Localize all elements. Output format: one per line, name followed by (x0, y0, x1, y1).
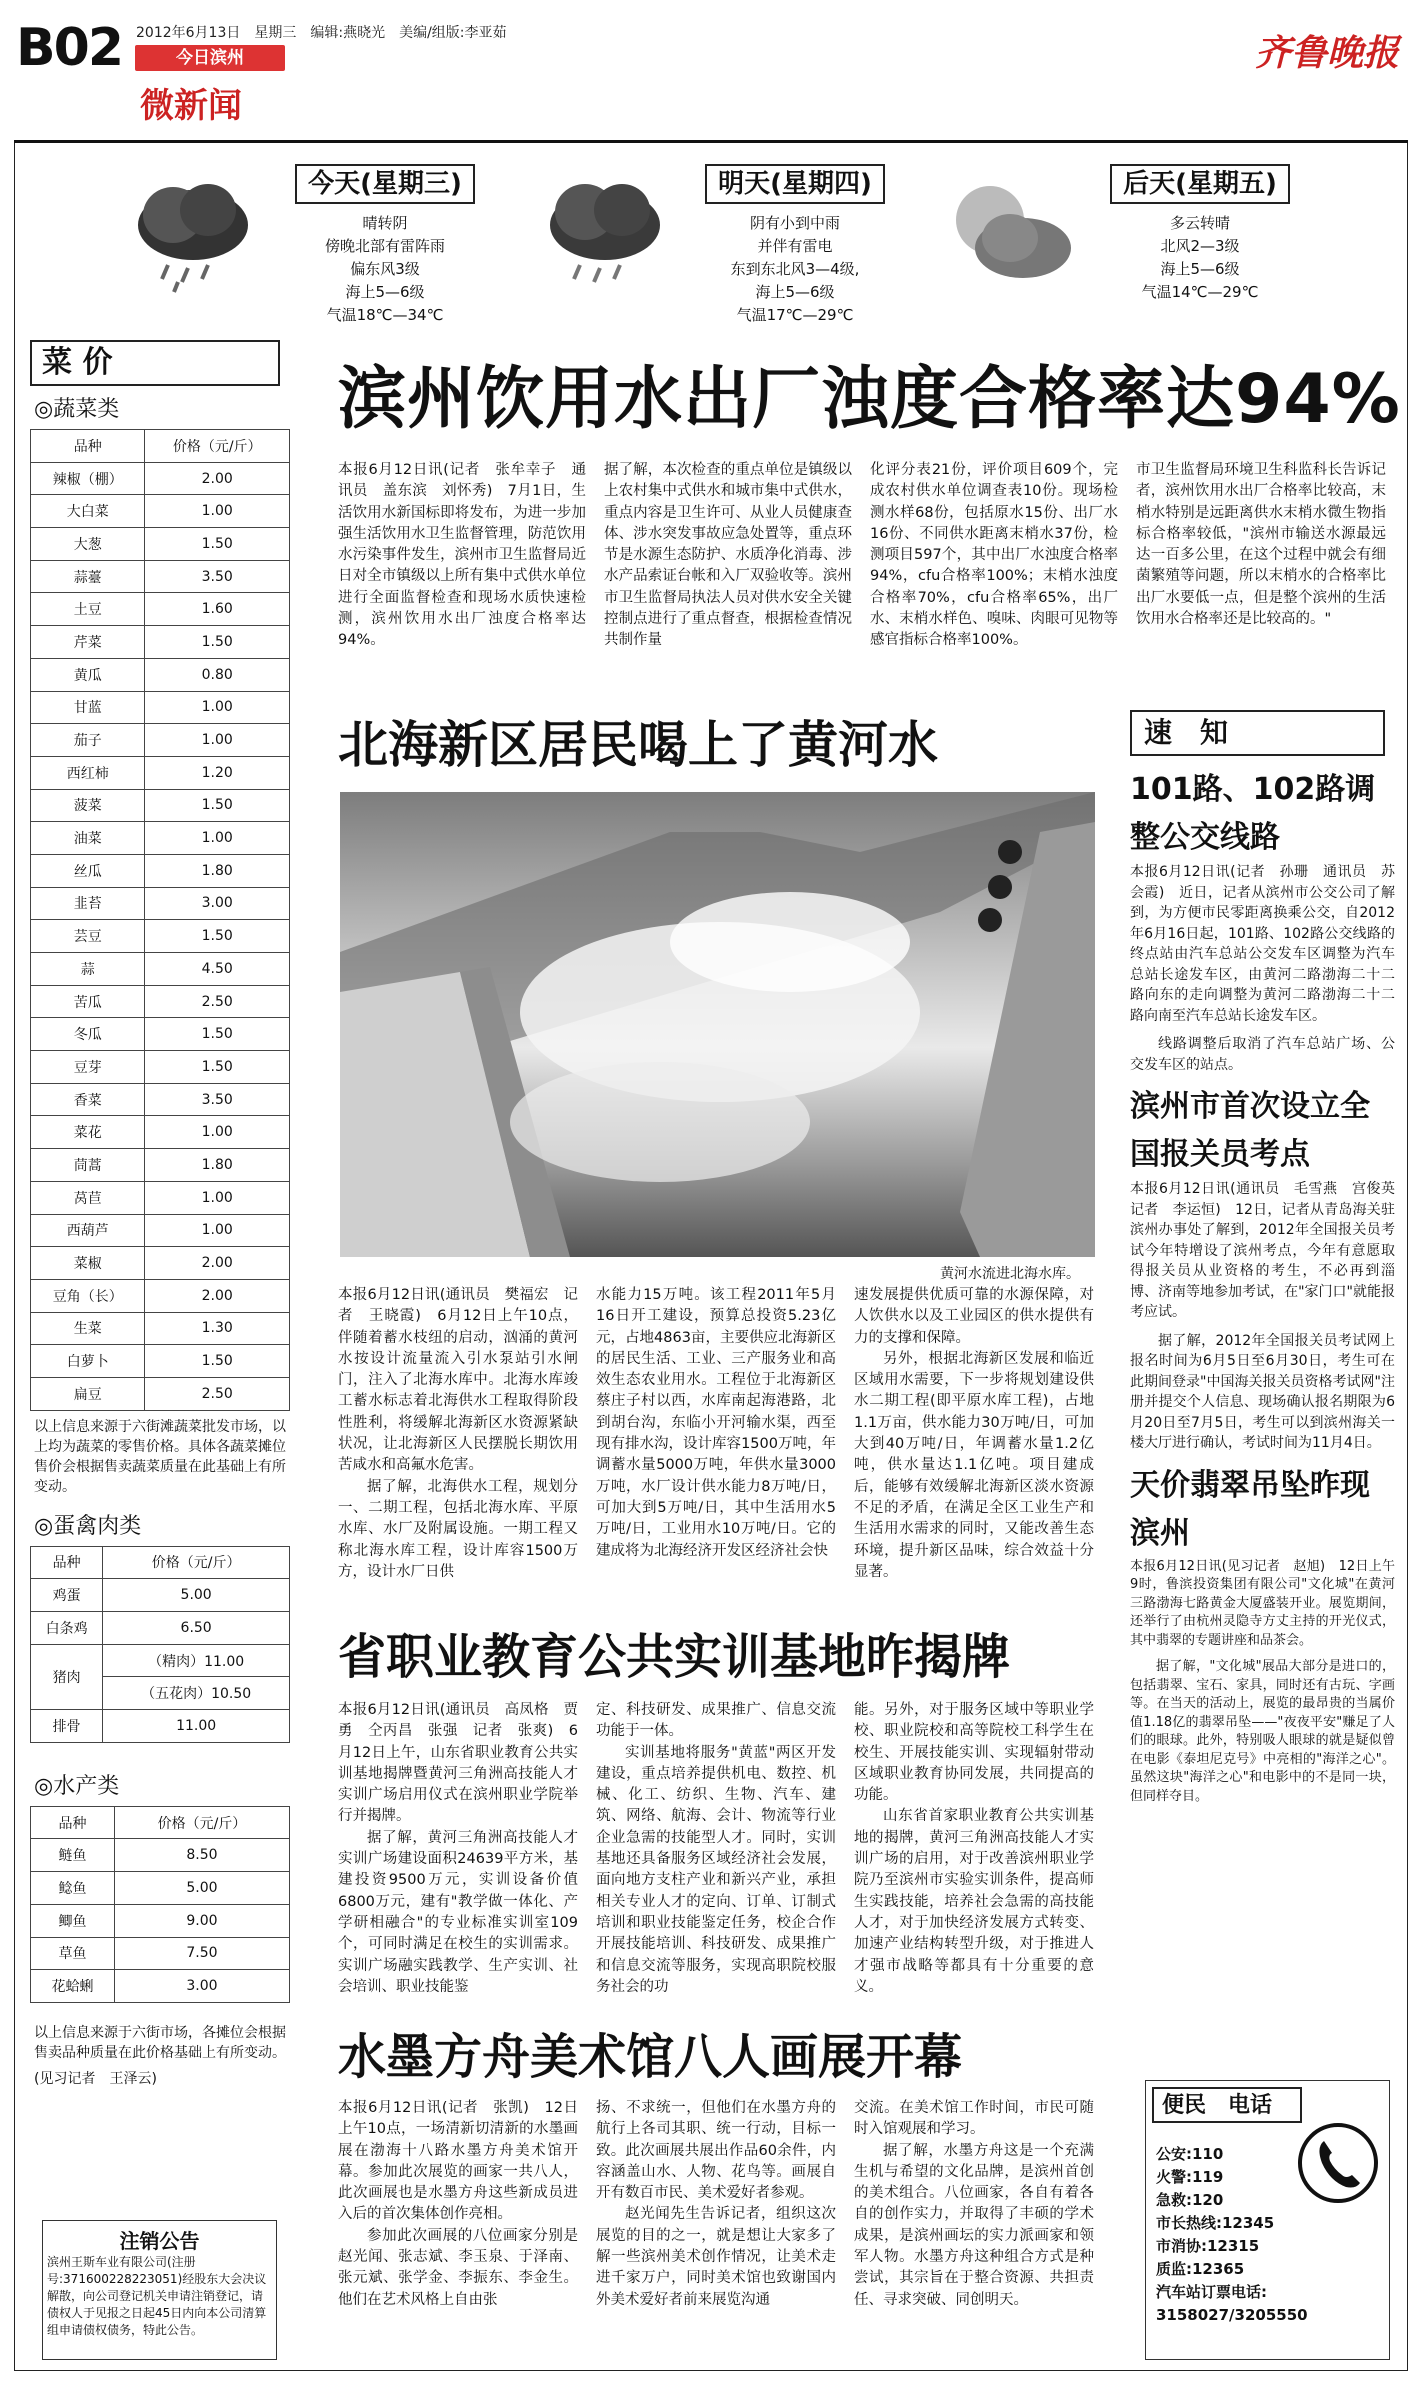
table-row (31, 1247, 290, 1280)
table-cell: 1.00 (145, 691, 290, 724)
table-row (31, 985, 290, 1018)
table-row (31, 1312, 290, 1345)
news2-body: 本报6月12日讯(通讯员 毛雪燕 宫俊英 记者 李运恒) 12日，记者从青岛海关驻滨州办事处了解到，2012年全国报关员考试今年特增设了滨州考点，今年有意愿取得报关员从业资格的考生，不必再到淄博、济南等地参加考试，在"家门口"就能报考应试。 (1130, 1181, 1409, 1320)
table-cell: 生菜 (31, 1312, 145, 1345)
article1-col4: 市卫生监督局环境卫生科监科长告诉记者，滨州饮用水出厂合格率比较高，末梢水特别是远距离供水末梢水微生物指标合格率较低，"滨州市输送水源最远达一百多公里，在这个过程中就会有细菌繁殖等问题，所以末梢水的合格率比出厂水要低一点，但是整个滨州的生活饮用水合格率还是比较高的。" (1136, 462, 1386, 628)
hotline-list: 公安:110 火警:119 急救:120 市长热线:12345 市消协:12315 质监:12365 汽车站订票电话: 3158027/3205550 (1156, 2145, 1308, 2324)
table-cell: 鲫鱼 (31, 1904, 115, 1937)
price-title: 菜 价 (30, 340, 280, 386)
article4-col1: 本报6月12日讯(记者 张凯) 12日上午10点，一场清新切清新的水墨画展在渤海十八路水墨方舟美术馆开幕。参加此次展览的画家一共八人，此次画展也是水墨方舟这些新成员进入后的首次集体创作亮相。 参加此次画展的八位画家分别是赵光闻、张志斌、李玉泉、于泽南、张元斌、张学金、李振东、李金生。他们在艺术风格上自由张 (338, 2100, 578, 2308)
table-row (31, 1018, 290, 1051)
table-row (31, 691, 290, 724)
weather-today (120, 160, 500, 335)
table-cell: 1.00 (145, 822, 290, 855)
article2-col1: 本报6月12日讯(通讯员 樊福宏 记者 王晓霞) 6月12日上午10点，伴随着蓄水枝纽的启动，汹涌的黄河水按设计流量流入引水泵站引水闸门，注入了北海水库中。北海水库竣工蓄水标志着北海供水工程取得阶段性胜利，将缓解北海新区水资源紧缺状况，让北海新区人民摆脱长期饮用苦咸水和高氟水危害。 据了解，北海供水工程，规划分一、二期工程，包括北海水库、平原水库、水厂及附属设施。一期工程又称北海水库工程，设计库容1500万方，设计水厂日供 (338, 1287, 578, 1580)
table-row (31, 1279, 290, 1312)
table-row (31, 1904, 290, 1937)
fish-note: 以上信息来源于六街市场，各摊位会根据售卖品种质量在此价格基础上有所变动。 (34, 2024, 286, 2061)
table-cell: 1.80 (145, 854, 290, 887)
article1-title: 滨州饮用水出厂浊度合格率达94% (338, 360, 1401, 439)
veg-category-title: ◎蔬菜类 (34, 397, 120, 422)
table-cell: 1.60 (145, 593, 290, 626)
table-cell: 7.50 (114, 1937, 289, 1970)
table-cell: 2.00 (145, 462, 290, 495)
table-cell: 莴苣 (31, 1181, 145, 1214)
table-row (31, 1149, 290, 1182)
article4-col3: 交流。在美术馆工作时间，市民可随时入馆观展和学习。 据了解，水墨方舟这是一个充满生机与希望的文化品牌，是滨州首创的美术组合。八位画家，各自有着各自的创作实力，并取得了丰硕的学术成果，是滨州画坛的实力派画家和领军人物。水墨方舟这种组合方式是种尝试，其宗旨在于整合资源、共担责任、寻求突破、同创明天。 (854, 2100, 1094, 2308)
table-cell: 苦瓜 (31, 985, 145, 1018)
table-cell: 1.20 (145, 756, 290, 789)
table-cell: 菠菜 (31, 789, 145, 822)
table-cell: 香菜 (31, 1083, 145, 1116)
table-cell: 4.50 (145, 953, 290, 986)
table-cell: 冬瓜 (31, 1018, 145, 1051)
table-cell: 1.00 (145, 1214, 290, 1247)
table-cell: 2.00 (145, 1279, 290, 1312)
article3-col2: 定、科技研发、成果推广、信息交流功能于一体。 实训基地将服务"黄蓝"两区开发建设，重点培养提供机电、数控、机械、化工、纺织、生物、汽车、建筑、网络、航海、会计、物流等行业企业急需的技能型人才。同时，实训基地还具备服务区域经济社会发展，面向地方支柱产业和新兴产业，承担相关专业人才的定向、订单、订制式培训和职业技能鉴定任务，校企合作开展技能培训、科技研发、成果推广和信息交流等服务，实现高职院校服务社会的功 (596, 1702, 836, 1995)
table-row (31, 920, 290, 953)
table-cell: 1.50 (145, 1018, 290, 1051)
table-cell: 西葫芦 (31, 1214, 145, 1247)
table-cell: 茼蒿 (31, 1149, 145, 1182)
table-row: 排骨 11.00 (31, 1710, 290, 1743)
article3-title: 省职业教育公共实训基地昨揭牌 (338, 1629, 1011, 1685)
table-cell: 丝瓜 (31, 854, 145, 887)
veg-price-table: 品种 价格（元/斤） 辣椒（棚） 2.00 大白菜 1.00 大葱 1.50 蒜薹 3.50 土豆 1.60 芹菜 1.50 黄瓜 0.80 甘蓝 1.00 茄子 1.00 西红柿 1.20 菠菜 1.50 油菜 1.00 丝瓜 1.80 韭苔 3.00 芸豆 1.50 蒜 4.50 苦瓜 2.50 冬瓜 1.50 豆芽 1.50 香菜 3.50 菜花 1.00 茼蒿 1.80 莴苣 1.00 西葫芦 1.00 菜椒 2.00 豆角（长） 2.00 生菜 1.30 白萝卜 1.50 扁豆 2.50 (30, 429, 290, 1411)
table-row: （五花肉）10.50 (31, 1677, 290, 1710)
table-cell: 8.50 (114, 1839, 289, 1872)
table-cell: 蒜薹 (31, 560, 145, 593)
table-cell: 1.50 (145, 1051, 290, 1084)
table-cell: 9.00 (114, 1904, 289, 1937)
table-cell: 豆芽 (31, 1051, 145, 1084)
table-cell: 土豆 (31, 593, 145, 626)
table-row (31, 658, 290, 691)
table-row (31, 789, 290, 822)
table-row (31, 626, 290, 659)
notice-text: 滨州王斯车业有限公司(注册号:371600228223051)经股东大会决议解散，向公司登记机关申请注销登记，请债权人于见报之日起45日内向本公司清算组申请债权债务，特此公告。 (47, 2255, 267, 2337)
page-code: B02 (16, 18, 122, 78)
table-cell: 辣椒（棚） (31, 462, 145, 495)
veg-note: 以上信息来源于六街滩蔬菜批发市场，以上均为蔬菜的零售价格。具体各蔬菜摊位售价会根据售卖蔬菜质量在此基础上有所变动。 (34, 1418, 286, 1495)
table-row (31, 1214, 290, 1247)
table-cell: 1.50 (145, 1345, 290, 1378)
table-cell: 韭苔 (31, 887, 145, 920)
article3-col3: 能。另外，对于服务区域中等职业学校、职业院校和高等院校工科学生在校生、开展技能实训、实现辐射带动区域职业教育协同发展，共同提高的功能。 山东省首家职业教育公共实训基地的揭牌，黄河三角洲高技能人才实训广场的启用，对于改善滨州职业学院乃至滨州市实验实训条件，提高师生实践技能，培养社会急需的高技能人才，对于加快经济发展方式转变、加速产业结构转型升级，对于推进人才强市战略等都具有十分重要的意义。 (854, 1702, 1094, 1995)
meat-category-title: ◎蛋禽肉类 (34, 1513, 142, 1539)
table-row (31, 462, 290, 495)
quick-news-title: 速 知 (1130, 710, 1385, 756)
fish-category-title: ◎水产类 (34, 1773, 120, 1799)
weather-dayafter-label: 后天(星期五) (1110, 164, 1290, 204)
news2-title: 滨州市首次设立全国报关员考点 (1130, 1089, 1370, 1172)
table-cell: 1.00 (145, 724, 290, 757)
meat-price-table: 品种 价格（元/斤） 鸡蛋 5.00 白条鸡 6.50 猪肉 （精肉）11.00 （五花肉）10.50 排骨 11.00 (30, 1546, 290, 1743)
thunderstorm-cloud-icon (128, 170, 258, 300)
table-cell: 3.50 (145, 560, 290, 593)
table-row (31, 528, 290, 561)
table-cell: 1.50 (145, 920, 290, 953)
column-title: 微新闻 (140, 86, 242, 126)
table-cell: 大白菜 (31, 495, 145, 528)
table-row (31, 560, 290, 593)
article2-col2: 水能力15万吨。该工程2011年5月16日开工建设，预算总投资5.23亿元，占地4863亩，主要供应北海新区的居民生活、工业、三产服务业和高效生态农业用水。工程位于北海新区蔡庄子村以西，水库南起海港路，北到胡台沟，东临小开河输水渠，西至现有排水沟，设计库容1500万吨，年调蓄水量5000万吨，年供水量3000万吨，水厂设计供水能力8万吨/日，可加大到5万吨/日，其中生活用水5万吨/日，工业用水10万吨/日。它的建成将为北海经济开发区经济社会快 (596, 1287, 836, 1559)
date-line: 2012年6月13日 星期三 编辑:燕晓光 美编/组版:李亚茹 (136, 25, 507, 41)
article4-col2: 扬、不求统一，但他们在水墨方舟的航行上各司其职、统一行动，目标一致。此次画展共展出作品60余件，内容涵盖山水、人物、花鸟等。画展自开有数百市民、美术爱好者参观。 赵光闻先生告诉记者，组织这次展览的目的之一，就是想让大家多了解一些滨州美术创作情况，让美术走进千家万户，同时美术馆也致谢国内外美术爱好者前来展览沟通 (596, 2100, 836, 2308)
news1-title: 101路、102路调整公交线路 (1130, 772, 1376, 855)
weather-dayafter (940, 160, 1340, 335)
table-cell: 0.80 (145, 658, 290, 691)
table-row (31, 1181, 290, 1214)
table-row (31, 953, 290, 986)
table-cell: 1.00 (145, 1116, 290, 1149)
article2-title: 北海新区居民喝上了黄河水 (338, 716, 938, 774)
table-cell: 鲢鱼 (31, 1839, 115, 1872)
table-cell: 芸豆 (31, 920, 145, 953)
photo-caption: 黄河水流进北海水库。 (940, 1266, 1080, 1282)
table-cell: 1.80 (145, 1149, 290, 1182)
table-cell: 菜椒 (31, 1247, 145, 1280)
hotline-box (1145, 2080, 1390, 2360)
table-row (31, 1083, 290, 1116)
hotline-title: 便民 电话 (1152, 2087, 1302, 2123)
table-row: 猪肉 （精肉）11.00 (31, 1644, 290, 1677)
table-cell: 扁豆 (31, 1377, 145, 1410)
table-cell: 大葱 (31, 528, 145, 561)
article2-col3: 速发展提供优质可靠的水源保障，对人饮供水以及工业园区的供水提供有力的支撑和保障。 另外，根据北海新区发展和临近区域用水需要，下一步将规划建设供水二期工程(即平原水库工程)，占地1.1万亩，供水能力30万吨/日，可加大到40万吨/日，年调蓄水量1.2亿吨，供水量达1.1亿吨。项目建成后，能够有效缓解北海新区淡水资源不足的矛盾，在满足全区工业生产和生活用水需求的同时，又能改善生态环境，提升新区品味，综合效益十分显著。 (854, 1287, 1094, 1580)
table-row (31, 724, 290, 757)
article4-title: 水墨方舟美术馆八人画展开幕 (338, 2029, 963, 2085)
table-row (31, 1377, 290, 1410)
table-cell: 5.00 (114, 1872, 289, 1905)
table-cell: 1.50 (145, 626, 290, 659)
article1-col3: 化评分表21份，评价项目609个，完成农村供水单位调查表10份。现场检测水样68份，包括原水15份、出厂水16份、不同供水距离末梢水37份，检测项目597个，其中出厂水浊度合格率94%，cfu合格率100%；末梢水浊度合格率70%，cfu合格率65%，出厂水、末梢水样色、嗅味、肉眼可见物等感官指标合格率100%。 (870, 462, 1118, 649)
table-cell: 1.00 (145, 1181, 290, 1214)
section-badge: 今日滨州 (135, 45, 285, 71)
article3-col1: 本报6月12日讯(通讯员 高凤格 贾勇 仝丙昌 张强 记者 张爽) 6月12日上午，山东省职业教育公共实训基地揭牌暨黄河三角洲高技能人才实训广场启用仪式在滨州职业学院举行并揭牌。 据了解，黄河三角洲高技能人才实训广场建设面积24639平方米，基建投资9500万元，实训设备价值6800万元，建有"教学做一体化、产学研相融合"的专业标准实训室109个，可同时满足在校生的实训需求。实训广场融实践教学、生产实训、社会培训、职业技能鉴 (338, 1702, 578, 1995)
yellow-river-photo (340, 792, 1095, 1257)
fish-price-table: 品种 价格（元/斤） 鲢鱼 8.50 鲶鱼 5.00 鲫鱼 9.00 草鱼 7.50 花蛤蜊 3.00 (30, 1806, 290, 2003)
rain-cloud-icon (540, 170, 670, 300)
table-cell: 蒜 (31, 953, 145, 986)
article1-col2: 据了解，本次检查的重点单位是镇级以上农村集中式供水和城市集中式供水，重点内容是卫生许可、从业人员健康查体、涉水突发事故应急处置等，重点环节是水源生态防护、水质净化消毒、涉水产品索证台帐和入厂双验收等。滨州市卫生监督局执法人员对供水安全关键控制点进行了重点督查，根据检查情况共制作量 (604, 462, 852, 649)
table-cell: 油菜 (31, 822, 145, 855)
table-row (31, 1872, 290, 1905)
notice-title: 注销公告 (119, 2229, 200, 2253)
table-row (31, 822, 290, 855)
news3-title: 天价翡翠吊坠昨现滨州 (1130, 1467, 1370, 1551)
price-column (30, 340, 290, 2095)
table-cell: 3.00 (114, 1970, 289, 2003)
table-cell: 1.00 (145, 495, 290, 528)
table-cell: 黄瓜 (31, 658, 145, 691)
table-cell: 3.00 (145, 887, 290, 920)
table-cell: 豆角（长） (31, 1279, 145, 1312)
table-cell: 2.50 (145, 1377, 290, 1410)
news1-body: 本报6月12日讯(记者 孙珊 通讯员 苏会霞) 近日，记者从滨州市公交公司了解到，为方便市民零距离换乘公交，自2012年6月16日起，101路、102路公交线路的终点站由汽车总站公交发车区调整为汽车总站长途发车区，由黄河二路渤海二十二路向东的走向调整为黄河二路渤海二十二路向南至汽车总站长途发车区。 (1130, 864, 1395, 1024)
quick-news-sidebar (1130, 710, 1409, 1814)
table-row: 鸡蛋 5.00 (31, 1579, 290, 1612)
table-cell: 西红柿 (31, 756, 145, 789)
table-row (31, 854, 290, 887)
weather-today-label: 今天(星期三) (295, 164, 475, 204)
phone-icon (1296, 2121, 1381, 2206)
table-row (31, 1345, 290, 1378)
table-row (31, 593, 290, 626)
table-cell: 甘蓝 (31, 691, 145, 724)
table-cell: 草鱼 (31, 1937, 115, 1970)
table-cell: 1.50 (145, 528, 290, 561)
weather-tomorrow (540, 160, 920, 335)
article1-col1: 本报6月12日讯(记者 张牟幸子 通讯员 盖东滨 刘怀秀) 7月1日，生活饮用水新国标即将发布，为进一步加强生活饮用水卫生监督管理，防范饮用水污染事件发生，滨州市卫生监督局近日对全市镇级以上所有集中式供水单位进行全面监督检查和现场水质快速检测，滨州饮用水出厂浊度合格率达94%。 (338, 462, 586, 649)
news1-body2: 线路调整后取消了汽车总站广场、公交发车区的站点。 (1130, 1036, 1395, 1073)
weather-dayafter-text: 多云转晴 北风2—3级 海上5—6级 气温14℃—29℃ (1141, 214, 1259, 301)
table-cell: 白萝卜 (31, 1345, 145, 1378)
news3-body: 本报6月12日讯(见习记者 赵旭) 12日上午9时，鲁滨投资集团有限公司"文化城"在黄河三路渤海七路黄金大厦盛装开业。展览期间，还举行了由杭州灵隐寺方丈主持的开光仪式，其中翡翠的专题讲座和品茶会。 (1130, 1558, 1395, 1648)
weather-today-text: 晴转阴 傍晚北部有雷阵雨 偏东风3级 海上5—6级 气温18℃—34℃ (324, 214, 445, 324)
weather-tomorrow-text: 阴有小到中雨 并伴有雷电 东到东北风3—4级, 海上5—6级 气温17℃—29℃ (730, 214, 860, 324)
table-cell: 芹菜 (31, 626, 145, 659)
table-row (31, 1937, 290, 1970)
sun-cloud-icon (945, 170, 1075, 300)
news2-body2: 据了解，2012年全国报关员考试网上报名时间为6月5日至6月30日，考生可在此期间登录"中国海关报关员资格考试网"注册并提交个人信息、现场确认报名期限为6月20日至7月5日，考生可以到滨州海关一楼大厅进行确认，考试时间为11月4日。 (1130, 1332, 1395, 1451)
table-cell: 花蛤蜊 (31, 1970, 115, 2003)
table-cell: 茄子 (31, 724, 145, 757)
table-cell: 3.50 (145, 1083, 290, 1116)
table-cell: 菜花 (31, 1116, 145, 1149)
table-row (31, 1839, 290, 1872)
table-row (31, 495, 290, 528)
table-cell: 1.50 (145, 789, 290, 822)
weather-tomorrow-label: 明天(星期四) (705, 164, 885, 204)
table-row (31, 1970, 290, 2003)
newspaper-logo: 齐鲁晚报 (1255, 32, 1400, 74)
table-cell: 2.50 (145, 985, 290, 1018)
table-row: 白条鸡 6.50 (31, 1612, 290, 1645)
table-cell: 2.00 (145, 1247, 290, 1280)
table-row (31, 887, 290, 920)
table-row (31, 1051, 290, 1084)
table-row (31, 756, 290, 789)
news3-body2: 据了解，"文化城"展品大部分是进口的，包括翡翠、宝石、家具，同时还有古玩、字画等。在当天的活动上，展览的最昂贵的当属价值1.18亿的翡翠吊坠——"夜夜平安"赚足了人们的眼球。此外，特别吸人眼球的就是疑似曾在电影《泰坦尼克号》中亮相的"海洋之心"。虽然这块"海洋之心"和电影中的不是同一块，但同样夺目。 (1130, 1659, 1395, 1804)
price-reporter: (见习记者 王泽云) (34, 2070, 157, 2087)
table-row (31, 1116, 290, 1149)
table-cell: 1.30 (145, 1312, 290, 1345)
cancellation-notice (42, 2220, 277, 2360)
table-cell: 鲶鱼 (31, 1872, 115, 1905)
